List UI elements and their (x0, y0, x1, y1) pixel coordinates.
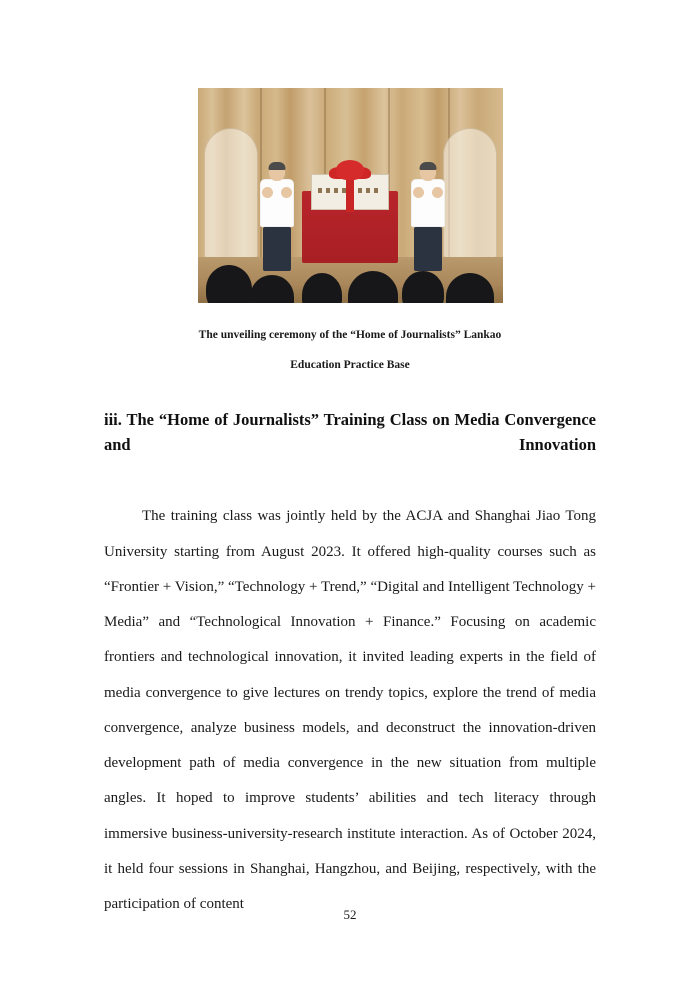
audience-head (250, 275, 294, 303)
audience-head (348, 271, 398, 303)
person-shirt (411, 179, 445, 227)
person-hand (262, 187, 273, 198)
audience-head (206, 265, 252, 303)
person-hair (419, 162, 436, 170)
person-right (411, 163, 445, 271)
audience-head (446, 273, 494, 303)
ribbon-tail (346, 176, 354, 212)
audience-silhouettes (198, 261, 503, 303)
wall-panel (443, 128, 497, 258)
page-number: 52 (343, 907, 357, 922)
person-shirt (260, 179, 294, 227)
person-left (260, 163, 294, 271)
person-hand (281, 187, 292, 198)
ceremony-photograph (198, 88, 503, 303)
figure-caption-line-2: Education Practice Base (290, 358, 410, 371)
figure-caption-line-1: The unveiling ceremony of the “Home of Journalists” Lankao (198, 329, 502, 341)
wall-panel (204, 128, 258, 258)
audience-head (402, 271, 444, 303)
figure-caption (104, 321, 596, 381)
red-ribbon-bow (336, 160, 364, 180)
section-heading: iii. The “Home of Journalists” Training Class on Media Convergence and Innovation (104, 409, 596, 455)
person-hand (413, 187, 424, 198)
person-hand (432, 187, 443, 198)
figure (104, 0, 596, 381)
person-hair (268, 162, 285, 170)
audience-head (302, 273, 342, 303)
body-paragraph: The training class was jointly held by the ACJA and Shanghai Jiao Tong University starting from August 2023. It offered high-quality courses such as “Frontier + Vision,” “Technology + Trend,” “Digital and Intelligent Technology + Media” and “Technological Innovation + Finance.” Focusing on academic frontiers and technological innovation, it invited leading experts in the field of media convergence to give lectures on trendy topics, explore the trend of media convergence, analyze business models, and deconstruct the innovation-driven development path of media convergence in the new situation from multiple angles. It hoped to improve students’ abilities and tech literacy through immersive business-university-research institute interaction. As of October 2024, it held four sessions in Shanghai, Hangzhou, and Beijing, respectively, with the participation of content (104, 508, 596, 913)
